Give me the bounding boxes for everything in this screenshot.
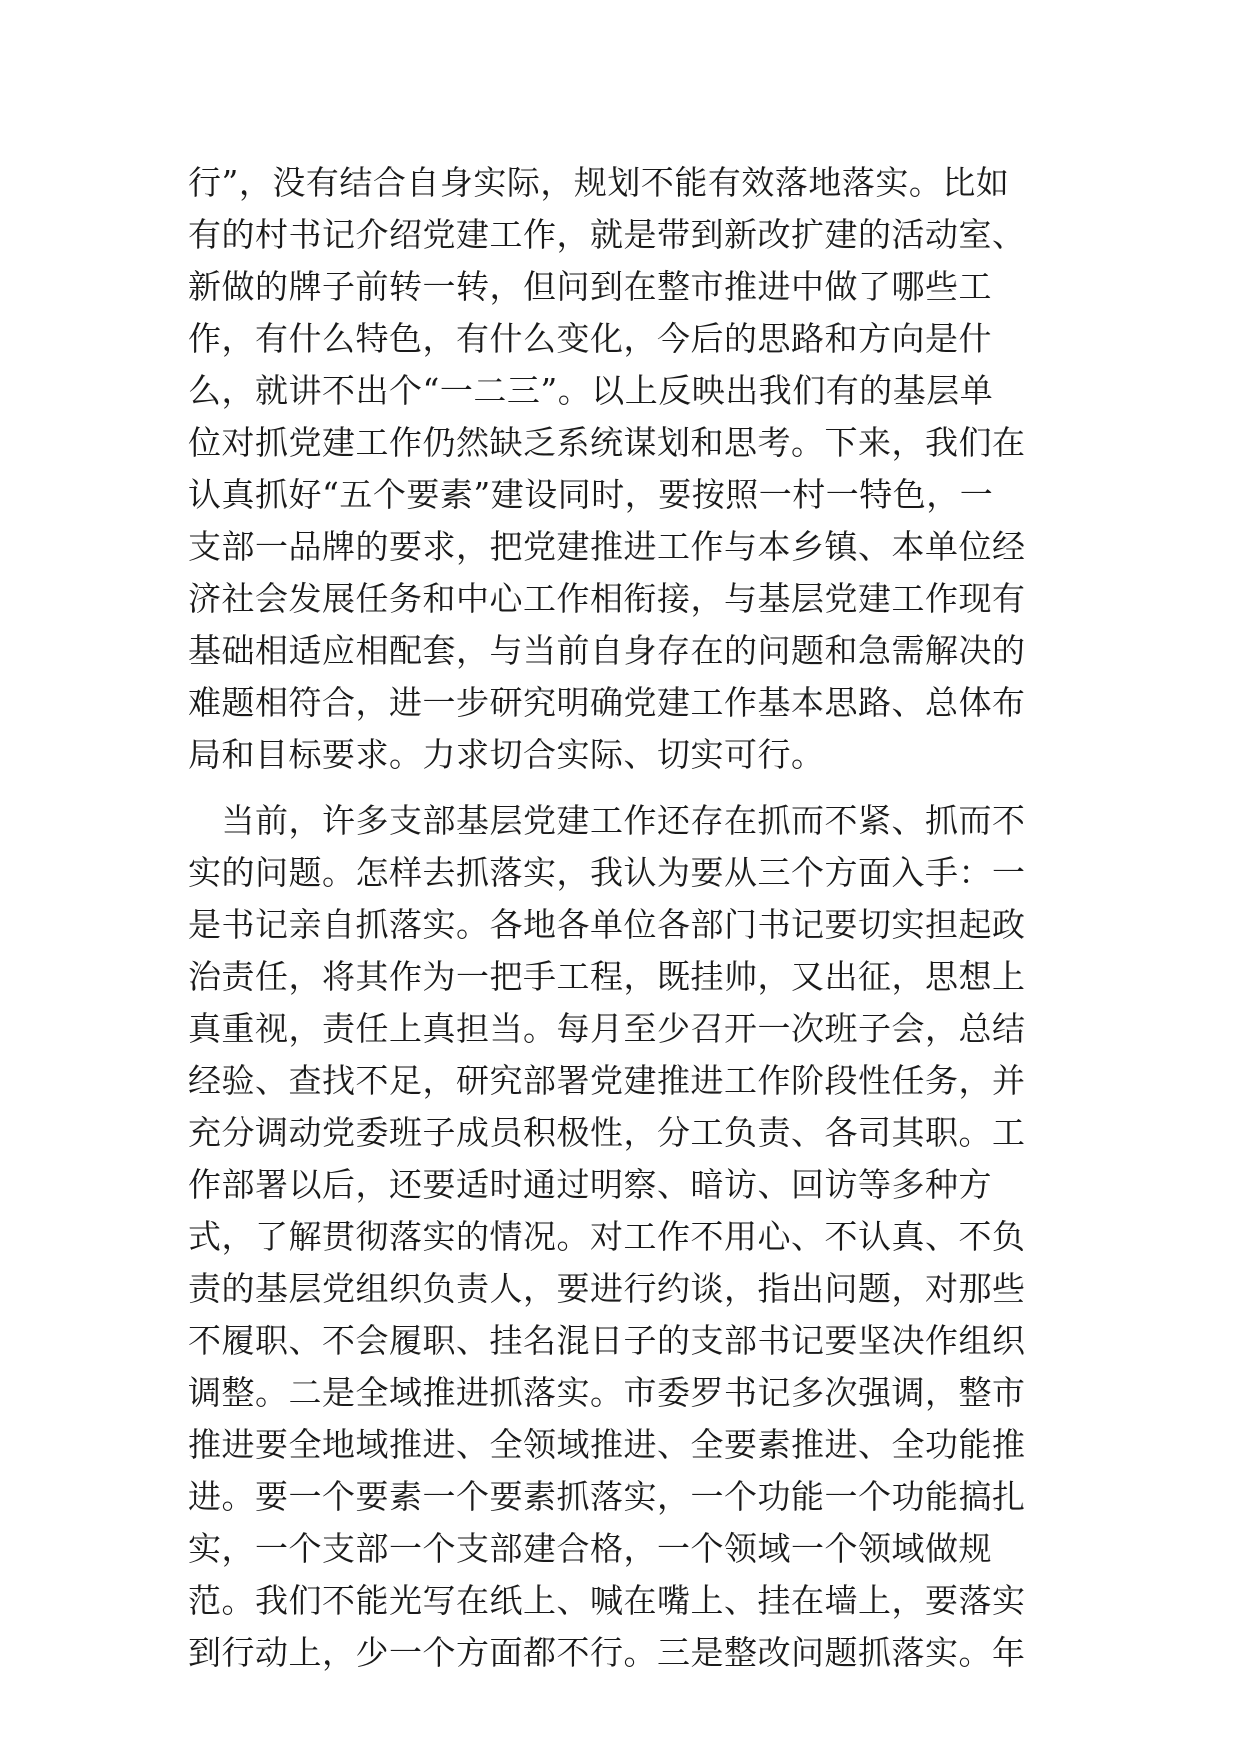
text-line: 实，一个支部一个支部建合格，一个领域一个领域做规 (188, 1529, 992, 1568)
text-line: 新做的牌子前转一转，但问到在整市推进中做了哪些工 (188, 267, 992, 306)
text-line: 行”，没有结合自身实际，规划不能有效落地落实。比如 (188, 163, 1010, 202)
text-line: 范。我们不能光写在纸上、喊在嘴上、挂在墙上，要落实 (188, 1581, 1026, 1620)
text-line: 是书记亲自抓落实。各地各单位各部门书记要切实担起政 (188, 905, 1026, 944)
text-line: 当前，许多支部基层党建工作还存在抓而不紧、抓而不 (188, 801, 1026, 840)
text-line: 支部一品牌的要求，把党建推进工作与本乡镇、本单位经 (188, 527, 1026, 566)
text-line: 有的村书记介绍党建工作，就是带到新改扩建的活动室、 (188, 215, 1026, 254)
paragraph-spacing (188, 781, 1064, 795)
text-line: 基础相适应相配套，与当前自身存在的问题和急需解决的 (188, 631, 1026, 670)
text-line: 到行动上，少一个方面都不行。三是整改问题抓落实。年 (188, 1633, 1026, 1672)
text-line: 认真抓好“五个要素”建设同时，要按照一村一特色，一 (188, 475, 994, 514)
text-line: 进。要一个要素一个要素抓落实，一个功能一个功能搞扎 (188, 1477, 1026, 1516)
paragraph-2 (188, 795, 1064, 1679)
text-line: 难题相符合，进一步研究明确党建工作基本思路、总体布 (188, 683, 1026, 722)
text-line: 么，就讲不出个“一二三”。以上反映出我们有的基层单 (188, 371, 994, 410)
text-line: 式，了解贯彻落实的情况。对工作不用心、不认真、不负 (188, 1217, 1026, 1256)
text-line: 实的问题。怎样去抓落实，我认为要从三个方面入手：一 (188, 853, 1026, 892)
text-line: 作，有什么特色，有什么变化，今后的思路和方向是什 (188, 319, 992, 358)
text-line: 济社会发展任务和中心工作相衔接，与基层党建工作现有 (188, 579, 1026, 618)
text-line: 不履职、不会履职、挂名混日子的支部书记要坚决作组织 (188, 1321, 1026, 1360)
text-line: 充分调动党委班子成员积极性，分工负责、各司其职。工 (188, 1113, 1026, 1152)
text-line: 责的基层党组织负责人，要进行约谈，指出问题，对那些 (188, 1269, 1026, 1308)
text-line: 调整。二是全域推进抓落实。市委罗书记多次强调，整市 (188, 1373, 1026, 1412)
text-line: 局和目标要求。力求切合实际、切实可行。 (188, 735, 825, 774)
text-line: 真重视，责任上真担当。每月至少召开一次班子会，总结 (188, 1009, 1026, 1048)
text-line: 经验、查找不足，研究部署党建推进工作阶段性任务，并 (188, 1061, 1026, 1100)
body-text (188, 157, 1064, 1679)
text-line: 位对抓党建工作仍然缺乏系统谋划和思考。下来，我们在 (188, 423, 1026, 462)
text-line: 推进要全地域推进、全领域推进、全要素推进、全功能推 (188, 1425, 1026, 1464)
paragraph-1 (188, 157, 1064, 781)
text-line: 治责任，将其作为一把手工程，既挂帅，又出征，思想上 (188, 957, 1026, 996)
text-line: 作部署以后，还要适时通过明察、暗访、回访等多种方 (188, 1165, 992, 1204)
